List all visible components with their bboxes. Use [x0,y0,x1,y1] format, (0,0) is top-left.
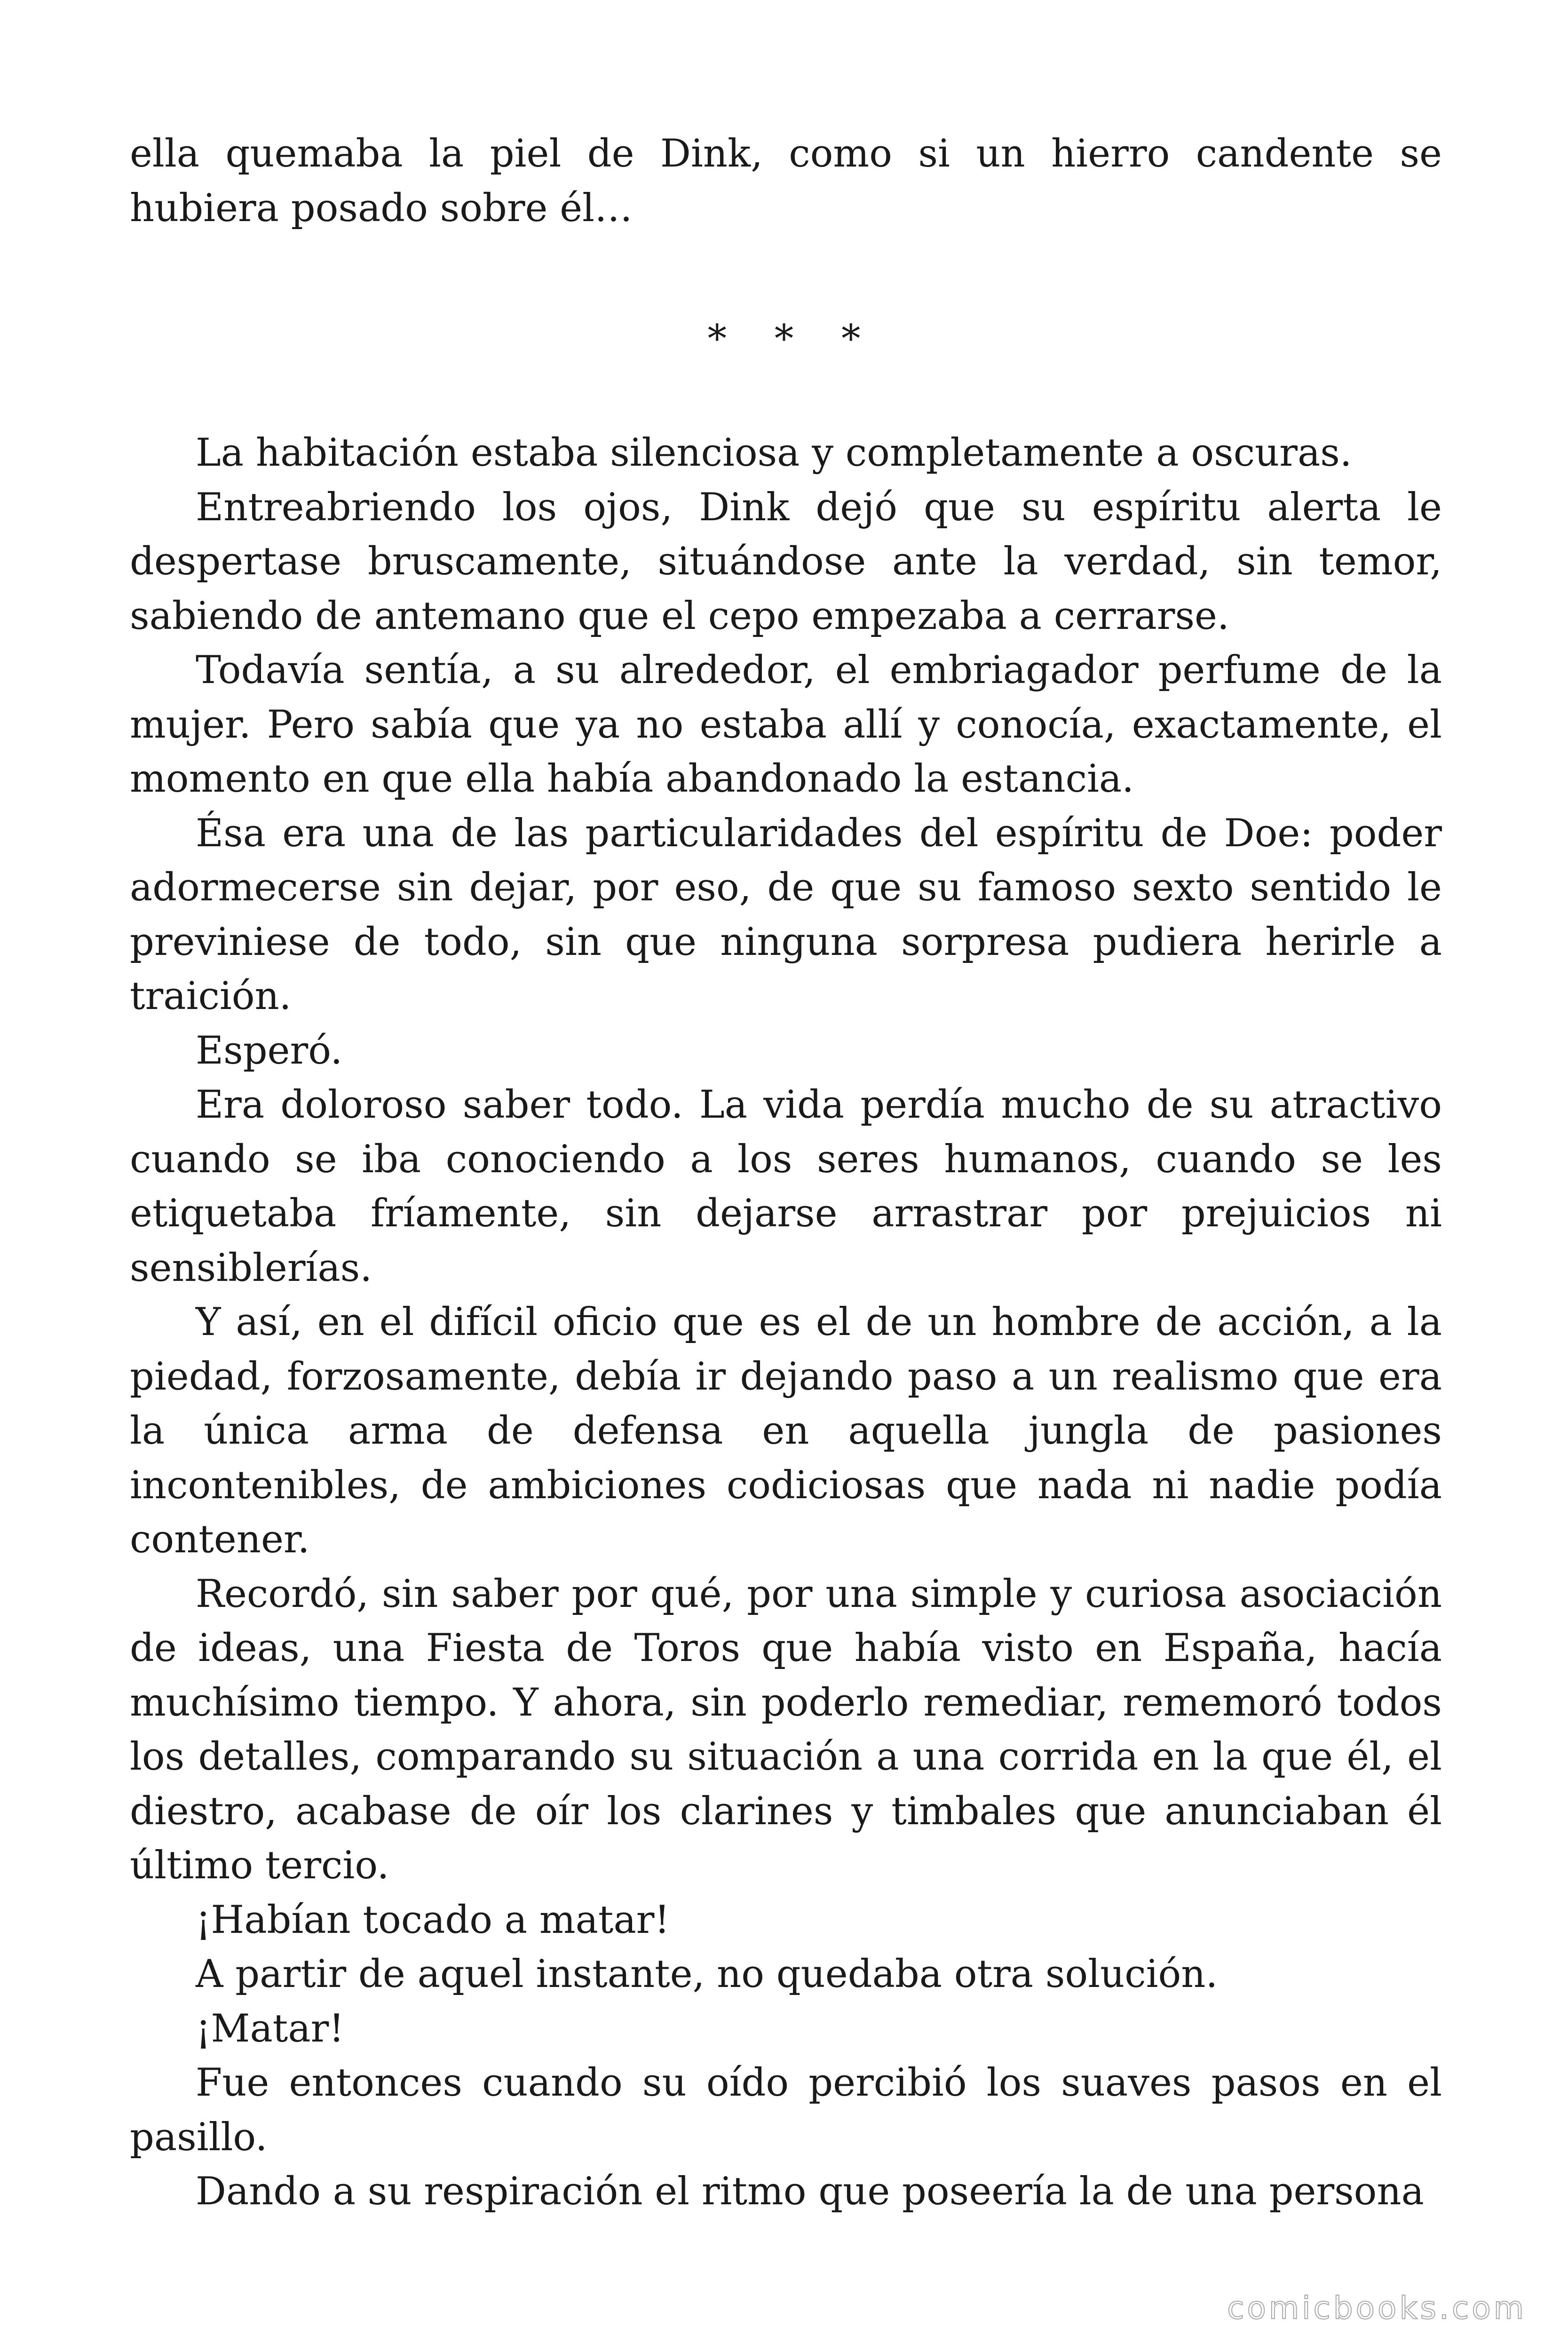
paragraph: Todavía sentía, a su alrededor, el embriagador perfume de la mujer. Pero sabía que ya no estaba allí y conocía, exactamente, el momento en que ella había abandonado la estancia. [130,648,1442,801]
opening-block [130,127,1442,236]
paragraph: A partir de aquel instante, no quedaba otra solución. [196,1952,1218,1996]
paragraph: Dando a su respiración el ritmo que poseería la de una persona [196,2169,1424,2214]
paragraph: Esperó. [196,1028,343,1073]
paragraph: ¡Habían tocado a matar! [196,1898,670,1942]
paragraph: Era doloroso saber todo. La vida perdía mucho de su atractivo cuando se iba conociendo a los seres humanos, cuando se les etiquetaba fríamente, sin dejarse arrastrar por prejuicios ni sensiblerías. [130,1083,1442,1290]
paragraph: Entreabriendo los ojos, Dink dejó que su espíritu alerta le despertase bruscamente, situándose ante la verdad, sin temor, sabiendo de antemano que el cepo empezaba a cerrarse. [130,485,1442,638]
paragraph: La habitación estaba silenciosa y completamente a oscuras. [196,431,1352,475]
paragraph: Recordó, sin saber por qué, por una simple y curiosa asociación de ideas, una Fiesta de Toros que había visto en España, hacía muchísimo tiempo. Y ahora, sin poderlo remediar, rememoró todos los detalles, comparando su situación a una corrida en la que él, el diestro, acabase de oír los clarines y timbales que anunciaban él último tercio. [130,1572,1442,1888]
paragraph: Y así, en el difícil oficio que es el de un hombre de acción, a la piedad, forzosamente, debía ir dejando paso a un realismo que era la única arma de defensa en aquella jungla de pasiones incontenibles, de ambiciones codiciosas que nada ni nadie podía contener. [130,1300,1442,1562]
opening-paragraph: ella quemaba la piel de Dink, como si un hierro candente se hubiera posado sobre él… [130,132,1442,230]
scene-separator: * * * [707,317,879,361]
body-text [130,426,1442,2219]
paragraph: Ésa era una de las particularidades del espíritu de Doe: poder adormecerse sin dejar, por eso, de que su famoso sexto sentido le previniese de todo, sin que ninguna sorpresa pudiera herirle a traición. [130,811,1442,1018]
paragraph: ¡Matar! [196,2006,344,2051]
watermark: comicbooks.com [1227,2290,1527,2326]
paragraph: Fue entonces cuando su oído percibió los suaves pasos en el pasillo. [130,2061,1442,2160]
